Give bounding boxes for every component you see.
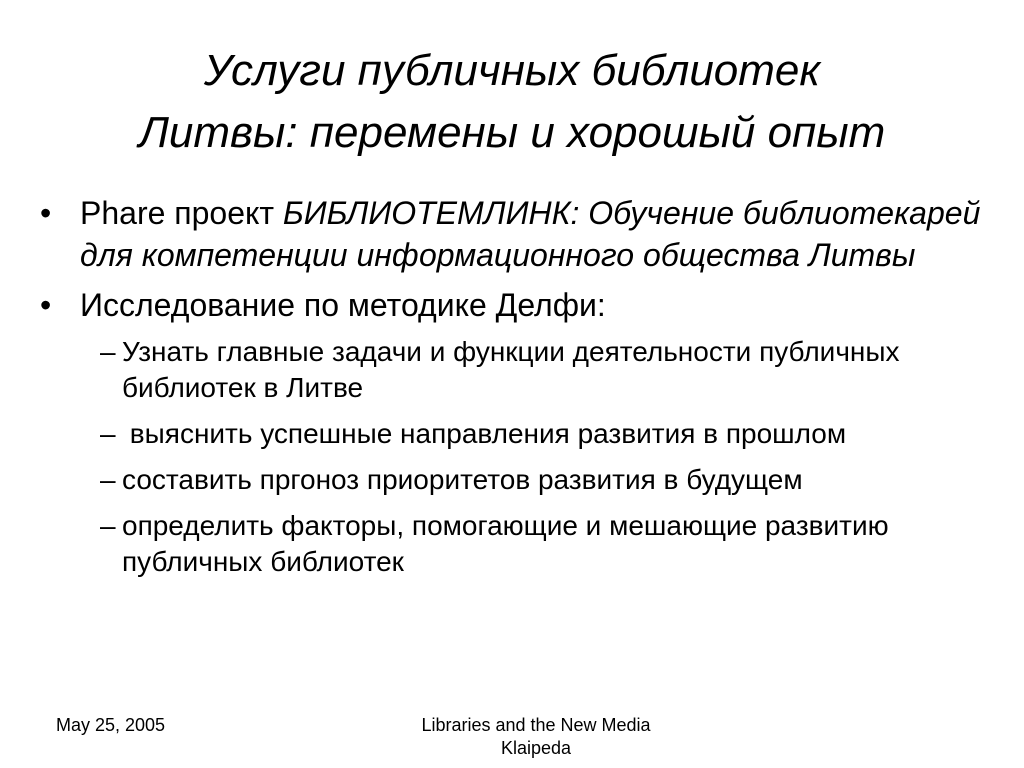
bullet-icon: • [40, 287, 52, 323]
bullet-item-delphi-study [40, 284, 1000, 326]
dash-icon: – [100, 464, 116, 495]
subbullet-text: определить факторы, помогающие и мешающие развитию публичных библиотек [122, 510, 889, 577]
bullet-text-plain: Phare проект [80, 195, 283, 231]
footer-conference-location: Klaipeda [500, 738, 572, 758]
dash-icon: – [100, 336, 116, 367]
footer-conference [384, 714, 688, 760]
bullet-text-italic: БИБЛИОТЕМЛИНК: Обучение библиотекарей для компетенции информационного общества Литвы [80, 195, 981, 273]
subbullet-item-future-priorities [40, 462, 1000, 498]
subbullet-item-factors [40, 508, 1000, 580]
footer-conference-title: Libraries and the New Media [421, 715, 651, 735]
subbullet-item-main-tasks [40, 334, 1000, 406]
bullet-icon: • [40, 195, 52, 231]
bullet-item-phare-project [40, 192, 1000, 276]
bullet-text-plain: Исследование по методике Делфи: [80, 287, 606, 323]
subbullet-text: составить пргоноз приоритетов развития в будущем [122, 464, 803, 495]
footer-date: May 25, 2005 [56, 715, 166, 735]
slide-title-line-1: Услуги публичных библиотек [203, 46, 821, 95]
slide-body [40, 192, 1000, 590]
dash-icon: – [100, 510, 116, 541]
subbullet-item-past-directions [40, 416, 1000, 452]
subbullet-text: выяснить успешные направления развития в прошлом [122, 418, 847, 449]
slide-title [40, 40, 984, 164]
slide-title-line-2: Литвы: перемены и хорошый опыт [138, 108, 886, 157]
dash-icon: – [100, 418, 116, 449]
subbullet-text: Узнать главные задачи и функции деятельности публичных библиотек в Литве [122, 336, 900, 403]
